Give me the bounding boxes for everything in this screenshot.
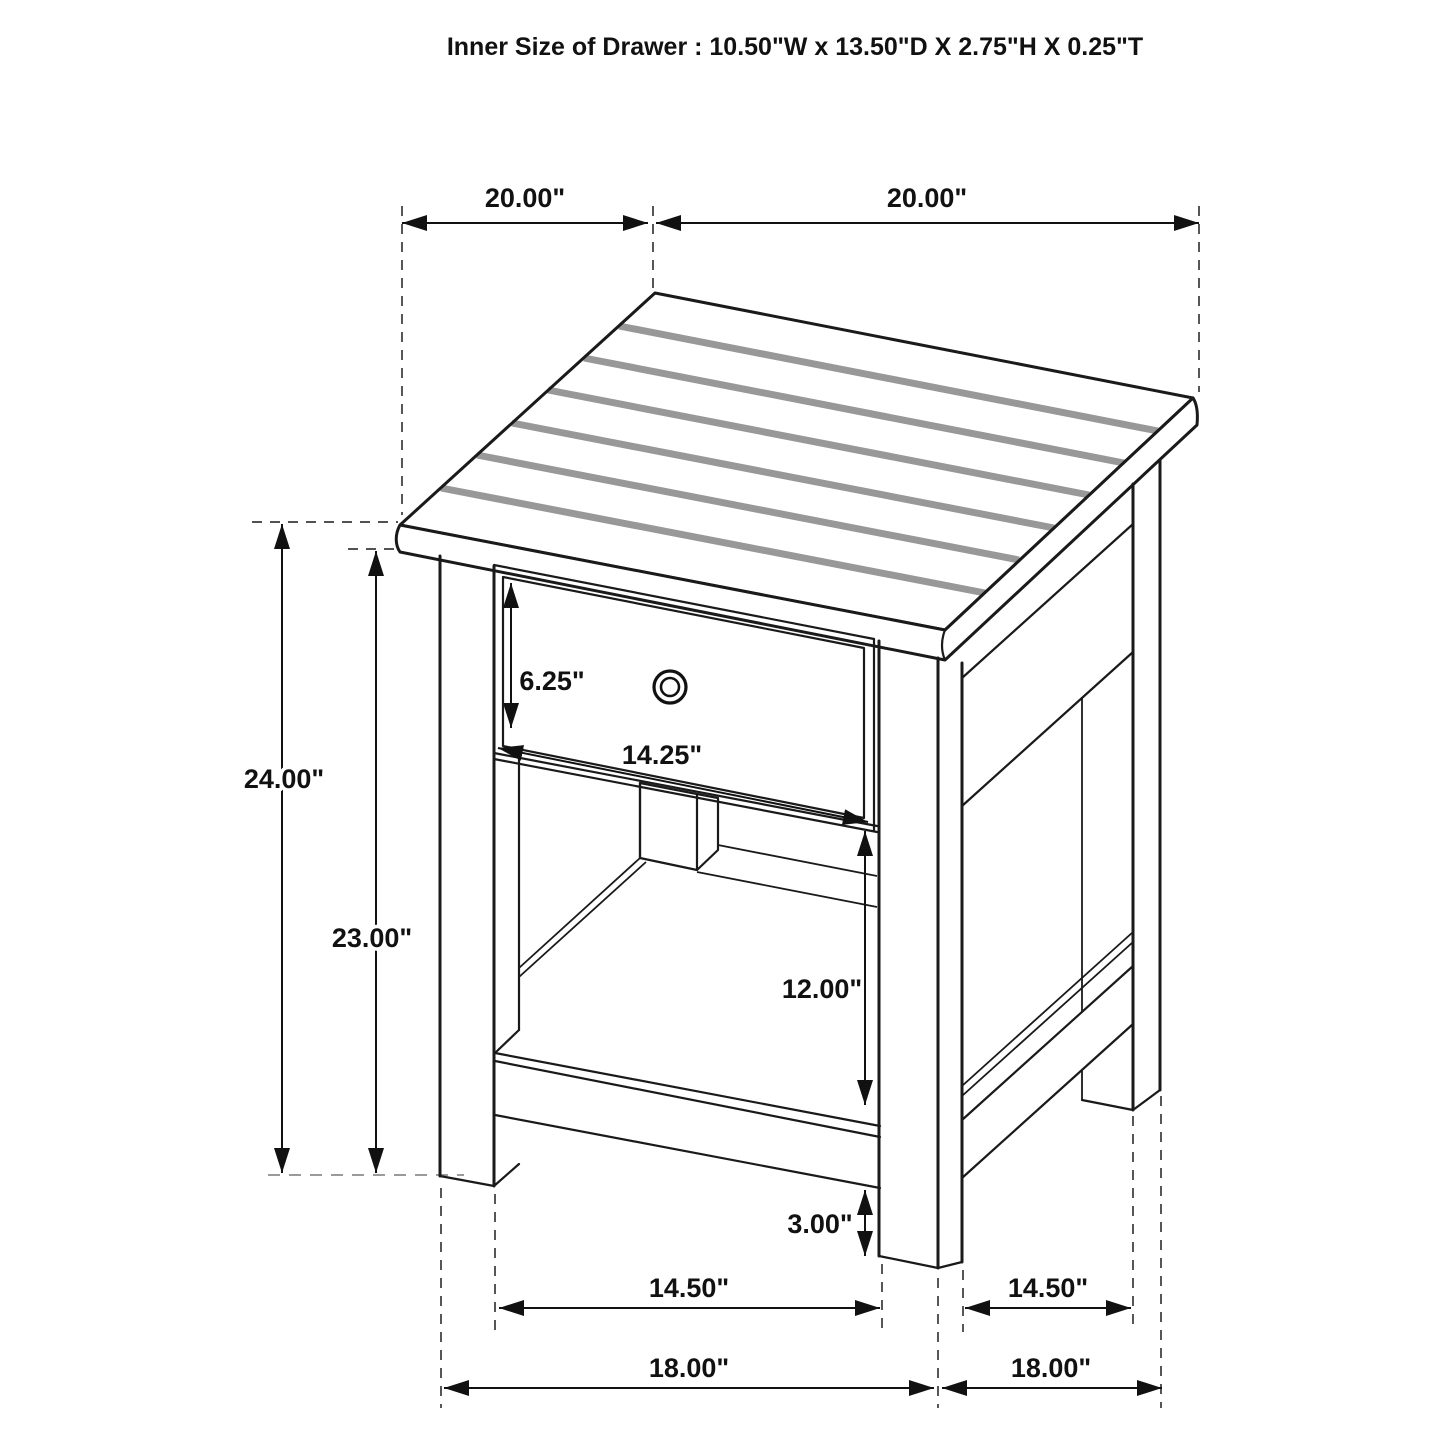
- dim-top-width-label: 20.00": [886, 183, 968, 213]
- dim-front-inner-width-label: 14.50": [648, 1273, 730, 1303]
- rear-right-leg: [1082, 460, 1160, 1110]
- right-side-shelf-and-stretcher: [962, 932, 1133, 1178]
- lower-shelf: [495, 1030, 880, 1188]
- dim-side-outer-depth-label: 18.00": [1010, 1353, 1092, 1383]
- dim-side-inner-depth-label: 14.50": [1007, 1273, 1089, 1303]
- dim-drawer-width-label: 14.25": [621, 740, 703, 770]
- dim-drawer-height-label: 6.25": [519, 666, 585, 696]
- front-right-leg: [879, 641, 962, 1268]
- dim-overall-height-label: 24.00": [243, 764, 325, 794]
- center-support-post: [640, 783, 718, 870]
- dim-shelf-clearance-label: 12.00": [781, 974, 863, 1004]
- dim-shelf-to-floor-label: 3.00": [787, 1209, 853, 1239]
- page-title: Inner Size of Drawer : 10.50"W x 13.50"D X 2.75"H X 0.25"T: [446, 33, 1144, 61]
- dim-top-depth-label: 20.00": [484, 183, 566, 213]
- dim-underside-height-label: 23.00": [331, 923, 413, 953]
- dim-front-outer-width-label: 18.00": [648, 1353, 730, 1383]
